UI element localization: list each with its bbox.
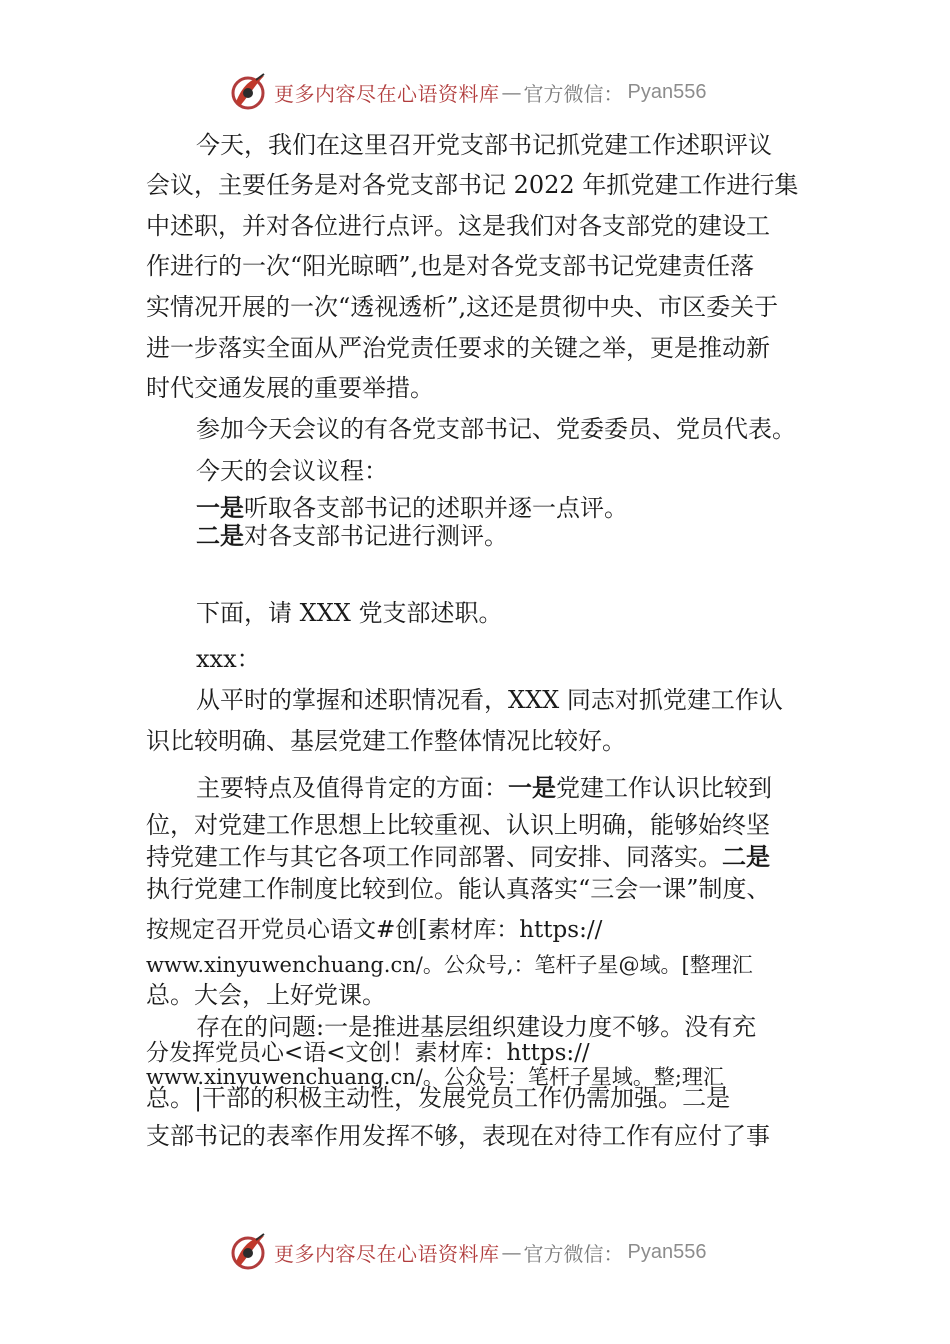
brand-logo-icon [228, 1232, 268, 1272]
banner-separator: — [501, 1240, 522, 1264]
problems-line: 支部书记的表率作用发挥不够，表现在对待工作有应付了事 [146, 1122, 770, 1150]
paragraph-1-line: 会议，主要任务是对各党支部书记 2022 年抓党建工作进行集 [146, 171, 799, 199]
features-line [196, 773, 772, 803]
assessment-line: 识比较明确、基层党建工作整体情况比较好。 [146, 727, 626, 755]
features-line: 按规定召开党员心语文#创[素材库：https:// [146, 917, 603, 943]
features-lead: 二是 [722, 843, 770, 871]
paragraph-1-line: 进一步落实全面从严治党责任要求的关键之举，更是推动新 [146, 334, 770, 362]
features-text: 党建工作认识比较到 [556, 774, 772, 802]
agenda-item-lead: 二是 [196, 522, 244, 550]
assessment-line: 从平时的掌握和述职情况看，XXX 同志对抓党建工作认 [196, 686, 783, 714]
features-lead: 一是 [508, 774, 556, 802]
paragraph-1-line: 中述职，并对各位进行点评。这是我们对各支部党的建设工 [146, 212, 770, 240]
banner-text: 更多内容尽在心语资料库 [274, 1241, 500, 1266]
paragraph-1-line: 时代交通发展的重要举措。 [146, 374, 434, 402]
features-line: 位，对党建工作思想上比较重视、认识上明确，能够始终坚 [146, 811, 770, 839]
problems-line: 总。|干部的积极主动性，发展党员工作仍需加强。二是 [146, 1084, 731, 1112]
footer-banner [228, 1232, 706, 1272]
banner-wechat-label: 官方微信： [523, 1241, 624, 1266]
features-text: 持党建工作与其它各项工作同部署、同安排、同落实。 [146, 843, 722, 871]
banner-separator: — [501, 80, 522, 104]
brand-logo-icon [228, 72, 268, 112]
agenda-item-text: 对各支部书记进行测评。 [244, 522, 508, 550]
banner-wechat-id: Pyan556 [627, 1240, 707, 1263]
features-line: 执行党建工作制度比较到位。能认真落实“三会一课”制度、 [146, 875, 771, 903]
problems-line: 分发挥党员心<语<文创！素材库：https:// [146, 1040, 590, 1066]
paragraph-1-line: 今天，我们在这里召开党支部书记抓党建工作述职评议 [196, 131, 772, 159]
features-text: 主要特点及值得肯定的方面： [196, 774, 508, 802]
agenda-item-lead: 一是 [196, 494, 244, 522]
attendees-paragraph: 参加今天会议的有各党支部书记、党委委员、党员代表。 [196, 415, 796, 443]
agenda-heading: 今天的会议议程： [196, 457, 388, 485]
problems-line: 存在的问题:一是推进基层组织建设力度不够。没有充 [196, 1013, 757, 1041]
agenda-item-1 [196, 493, 628, 523]
paragraph-1-line: 实情况开展的一次“透视透析”,这还是贯彻中央、市区委关于 [146, 293, 779, 321]
problems-line: www.xinyuwenchuang.cn/。公众号：笔杆子星域。整;理汇 [146, 1065, 724, 1089]
banner-wechat-label: 官方微信： [523, 81, 624, 106]
report-intro: 下面，请 XXX 党支部述职。 [196, 599, 503, 627]
agenda-item-2 [196, 521, 508, 551]
header-banner [228, 72, 706, 112]
features-line: www.xinyuwenchuang.cn/。公众号,：笔杆子星@域。[整理汇 [146, 953, 753, 977]
features-line [146, 842, 770, 872]
banner-text: 更多内容尽在心语资料库 [274, 81, 500, 106]
agenda-item-text: 听取各支部书记的述职并逐一点评。 [244, 494, 628, 522]
features-line: 总。大会，上好党课。 [146, 981, 386, 1009]
speaker-label: xxx： [196, 645, 261, 673]
paragraph-1-line: 作进行的一次“阳光晾晒”,也是对各党支部书记党建责任落 [146, 252, 755, 280]
banner-wechat-id: Pyan556 [627, 80, 707, 103]
